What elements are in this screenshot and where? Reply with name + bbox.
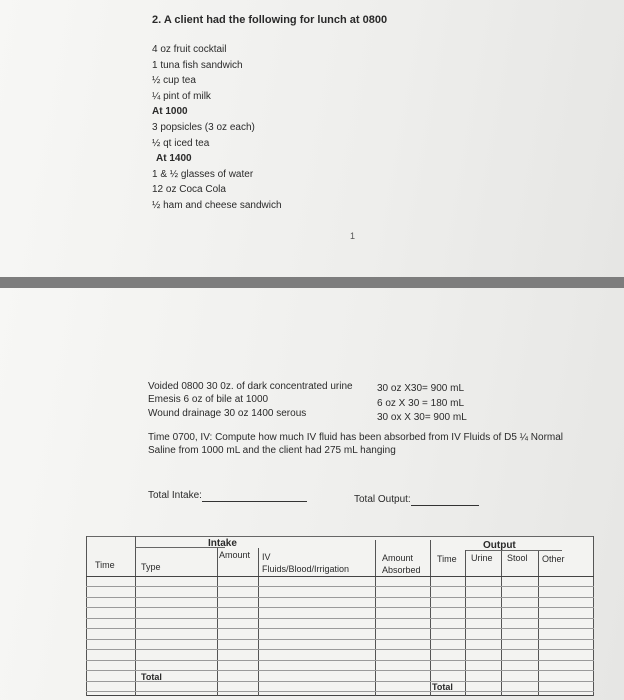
food-list-item: ¼ pint of milk <box>152 90 211 102</box>
total-intake-label: Total Intake: <box>148 490 202 501</box>
header-fluids: Fluids/Blood/Irrigation <box>262 564 350 574</box>
iv-question-line-2: Saline from 1000 mL and the client had 275 mL hanging <box>148 445 396 456</box>
table-row <box>86 628 594 629</box>
table-col-divider <box>501 550 502 696</box>
table-row <box>86 649 594 650</box>
table-col-divider <box>465 550 466 696</box>
iv-question-line-1: Time 0700, IV: Compute how much IV fluid has been absorbed from IV Fluids of D5 ¼ Normal <box>148 432 564 443</box>
food-list-item: ½ qt iced tea <box>152 137 210 149</box>
table-col-divider <box>217 548 218 696</box>
header-urine: Urine <box>471 553 493 563</box>
header-output-time: Time <box>437 554 457 564</box>
wound-text: Wound drainage 30 oz 1400 serous <box>148 408 307 419</box>
food-list-item: 1 tuna fish sandwich <box>152 59 243 71</box>
header-other: Other <box>542 554 565 564</box>
header-intake: Intake <box>208 538 237 549</box>
food-list-item: ½ cup tea <box>152 75 196 87</box>
header-time: Time <box>95 560 115 570</box>
page-gap <box>0 277 624 288</box>
worksheet-page-1 <box>0 0 624 277</box>
header-type: Type <box>141 562 161 572</box>
table-row <box>86 597 594 598</box>
table-row <box>86 670 594 671</box>
table-row <box>86 586 594 587</box>
header-amount-absorbed-1: Amount <box>382 553 414 563</box>
table-col-divider <box>258 548 259 696</box>
total-output-field[interactable] <box>354 494 479 506</box>
table-row <box>86 660 594 661</box>
table-row <box>86 681 594 682</box>
voided-calc: 30 oz X30= 900 mL <box>377 383 465 394</box>
table-col-divider <box>135 536 136 696</box>
food-list-item: 1 & ½ glasses of water <box>152 168 254 180</box>
header-output: Output <box>483 540 516 551</box>
total-right: Total <box>432 682 453 692</box>
header-iv: IV <box>262 552 271 562</box>
food-list-item: 4 oz fruit cocktail <box>152 44 227 55</box>
table-top-border <box>86 536 594 537</box>
table-col-divider <box>538 550 539 696</box>
food-list-item: At 1000 <box>152 106 188 118</box>
voided-text: Voided 0800 30 0z. of dark concentrated urine <box>148 381 353 392</box>
food-list-item: 3 popsicles (3 oz each) <box>152 122 255 133</box>
wound-calc: 30 ox X 30= 900 mL <box>377 412 467 423</box>
header-amount-absorbed-2: Absorbed <box>382 565 421 575</box>
intake-output-table <box>86 536 594 696</box>
header-stool: Stool <box>507 553 528 563</box>
table-row <box>86 618 594 619</box>
total-intake-field[interactable] <box>148 490 307 502</box>
table-right-border <box>593 536 594 696</box>
total-output-label: Total Output: <box>354 494 411 505</box>
emesis-calc: 6 oz X 30 = 180 mL <box>377 398 465 409</box>
food-list-item: ½ ham and cheese sandwich <box>152 200 282 211</box>
total-intake-blank[interactable] <box>202 491 307 502</box>
worksheet-page-2 <box>0 288 624 700</box>
table-bottom-border <box>86 695 594 696</box>
table-row <box>86 639 594 640</box>
food-list-item: At 1400 <box>156 153 192 165</box>
total-output-blank[interactable] <box>411 495 479 506</box>
table-row <box>86 691 594 692</box>
header-bottom-rule <box>86 576 594 577</box>
page-number: 1 <box>350 231 356 241</box>
table-left-border <box>86 536 87 696</box>
emesis-text: Emesis 6 oz of bile at 1000 <box>148 394 269 405</box>
total-left: Total <box>141 672 162 682</box>
header-amount: Amount <box>219 550 251 560</box>
food-list-item: 12 oz Coca Cola <box>152 184 226 196</box>
table-row <box>86 607 594 608</box>
question-heading: 2. A client had the following for lunch at 0800 <box>152 14 388 26</box>
